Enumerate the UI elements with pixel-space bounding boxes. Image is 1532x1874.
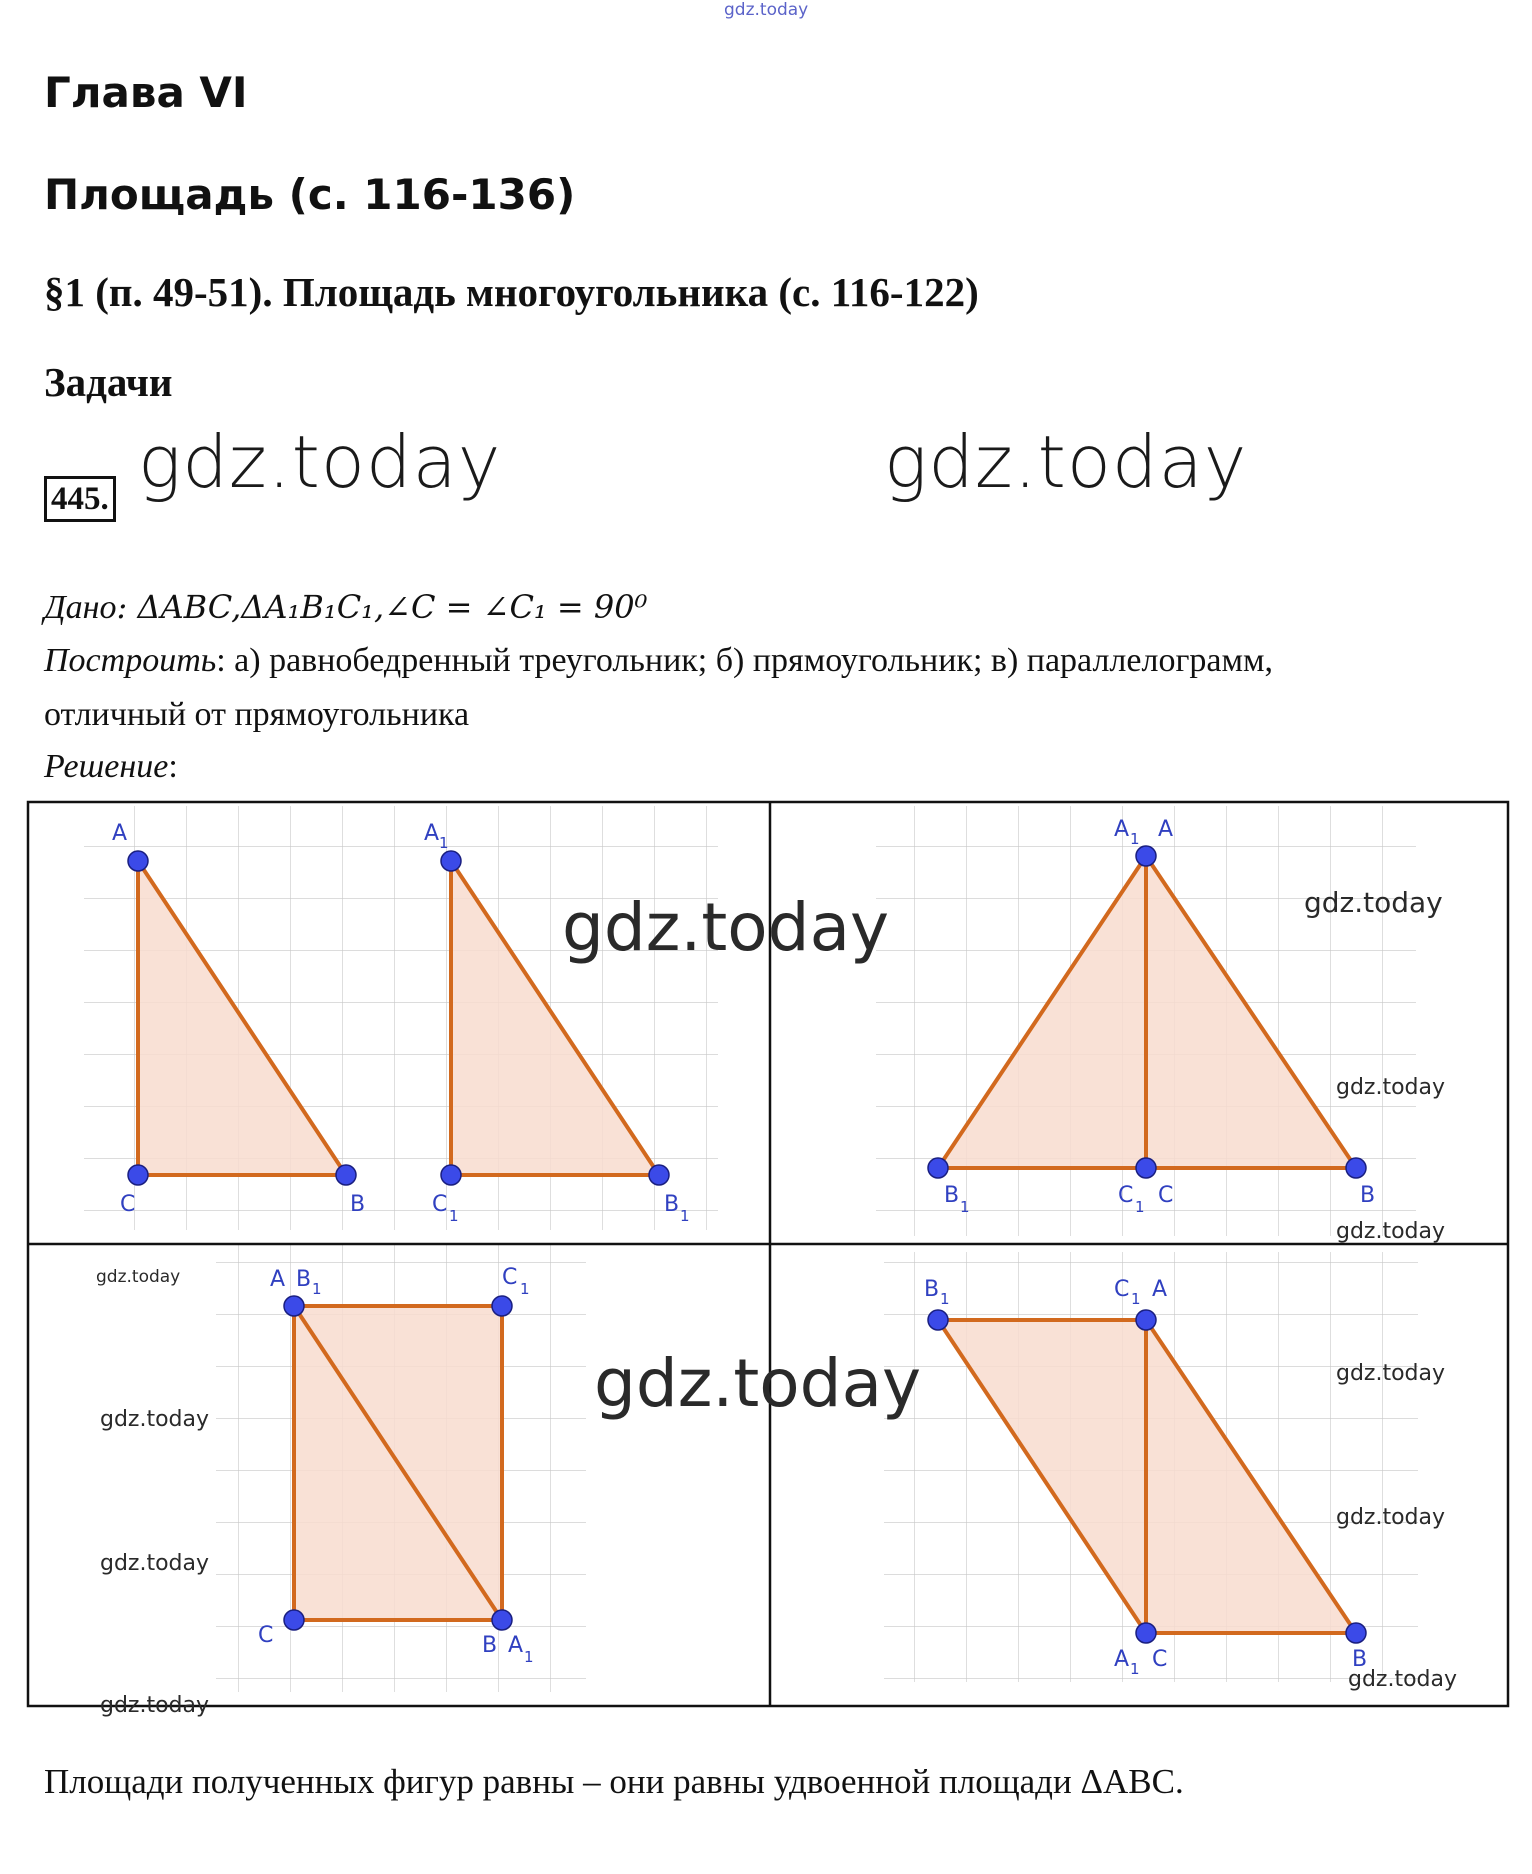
given-text: : ΔABC,ΔA₁B₁C₁,∠C = ∠C₁ = 90⁰ [116, 588, 648, 626]
label-a1: A [424, 821, 440, 846]
panel-parallelogram [884, 1252, 1418, 1682]
svg-text:1: 1 [940, 1290, 950, 1308]
panel-rectangle [216, 1244, 586, 1692]
svg-text:A: A [1158, 817, 1174, 842]
watermark-small: gdz.today [100, 1551, 210, 1576]
construct-text: : а) равнобедренный треугольник; б) прямоугольник; в) параллелограмм, [216, 642, 1274, 679]
svg-text:C: C [502, 1265, 518, 1290]
construct-label: Построить [44, 642, 217, 679]
construct-line-2: отличный от прямоугольника [44, 696, 470, 733]
label-a: A [112, 821, 128, 846]
watermark-small: gdz.today [96, 1267, 181, 1287]
paragraph-title: §1 (п. 49-51). Площадь многоугольника (с. 116-122) [44, 269, 979, 315]
svg-text:B: B [944, 1183, 960, 1208]
label-c1: C [432, 1192, 448, 1217]
solution-label: Решение [44, 748, 169, 785]
watermark-small: gdz.today [100, 1693, 210, 1718]
section-title: Площадь (с. 116-136) [44, 170, 576, 219]
point-a [128, 851, 148, 871]
svg-text:A: A [508, 1633, 524, 1658]
given-label: Дано [44, 589, 117, 626]
watermark-large: gdz.today [884, 420, 1248, 504]
problem-number: 445. [44, 476, 116, 522]
watermark-small: gdz.today [1336, 1361, 1446, 1386]
label-b: B [350, 1192, 366, 1217]
conclusion-text: Площади полученных фигур равны – они равны удвоенной площади ΔABC. [44, 1762, 1184, 1801]
watermark-small: gdz.today [1336, 1505, 1446, 1530]
watermark-figure: gdz.today [594, 1345, 922, 1422]
svg-text:C: C [1114, 1277, 1130, 1302]
svg-text:B: B [1360, 1183, 1376, 1208]
chapter-title: Глава VI [44, 68, 248, 117]
svg-text:B: B [296, 1267, 312, 1292]
tasks-heading: Задачи [44, 359, 173, 405]
point-b [336, 1165, 356, 1185]
svg-text:1: 1 [960, 1198, 970, 1216]
svg-text:1: 1 [1130, 1660, 1140, 1678]
header-watermark: gdz.today [724, 0, 809, 20]
svg-text:1: 1 [1135, 1198, 1145, 1216]
watermark-large: gdz.today [138, 420, 502, 504]
svg-text:1: 1 [449, 1207, 459, 1225]
svg-text:1: 1 [1131, 1290, 1141, 1308]
svg-text:A: A [270, 1267, 286, 1292]
svg-text:C: C [1158, 1183, 1174, 1208]
point-b1 [649, 1165, 669, 1185]
svg-text:A: A [1114, 1647, 1130, 1672]
watermark-small: gdz.today [100, 1407, 210, 1432]
point-c1 [441, 1165, 461, 1185]
svg-text:1: 1 [524, 1648, 534, 1666]
svg-text:C: C [1118, 1183, 1134, 1208]
svg-text:A: A [1114, 817, 1130, 842]
watermark-small: gdz.today [1336, 1219, 1446, 1244]
watermark-figure: gdz.today [562, 889, 890, 966]
svg-text:C: C [258, 1623, 274, 1648]
solution-colon: : [168, 748, 178, 785]
label-b1: B [664, 1192, 680, 1217]
panel-original-triangles [84, 806, 718, 1230]
svg-text:A: A [1152, 1277, 1168, 1302]
svg-text:1: 1 [312, 1280, 322, 1298]
svg-text:B: B [924, 1277, 940, 1302]
svg-text:B: B [1352, 1647, 1368, 1672]
svg-text:1: 1 [520, 1280, 530, 1298]
svg-text:C: C [1152, 1647, 1168, 1672]
svg-text:1: 1 [680, 1207, 690, 1225]
svg-text:1: 1 [439, 834, 449, 852]
label-c: C [120, 1192, 136, 1217]
watermark-small: gdz.today [1348, 1667, 1458, 1692]
point-c [128, 1165, 148, 1185]
svg-text:1: 1 [1130, 830, 1140, 848]
watermark-small: gdz.today [1336, 1075, 1446, 1100]
point-a1 [441, 851, 461, 871]
panel-isosceles-triangle [876, 806, 1416, 1236]
watermark-small: gdz.today [1304, 886, 1443, 919]
svg-text:B: B [482, 1633, 498, 1658]
